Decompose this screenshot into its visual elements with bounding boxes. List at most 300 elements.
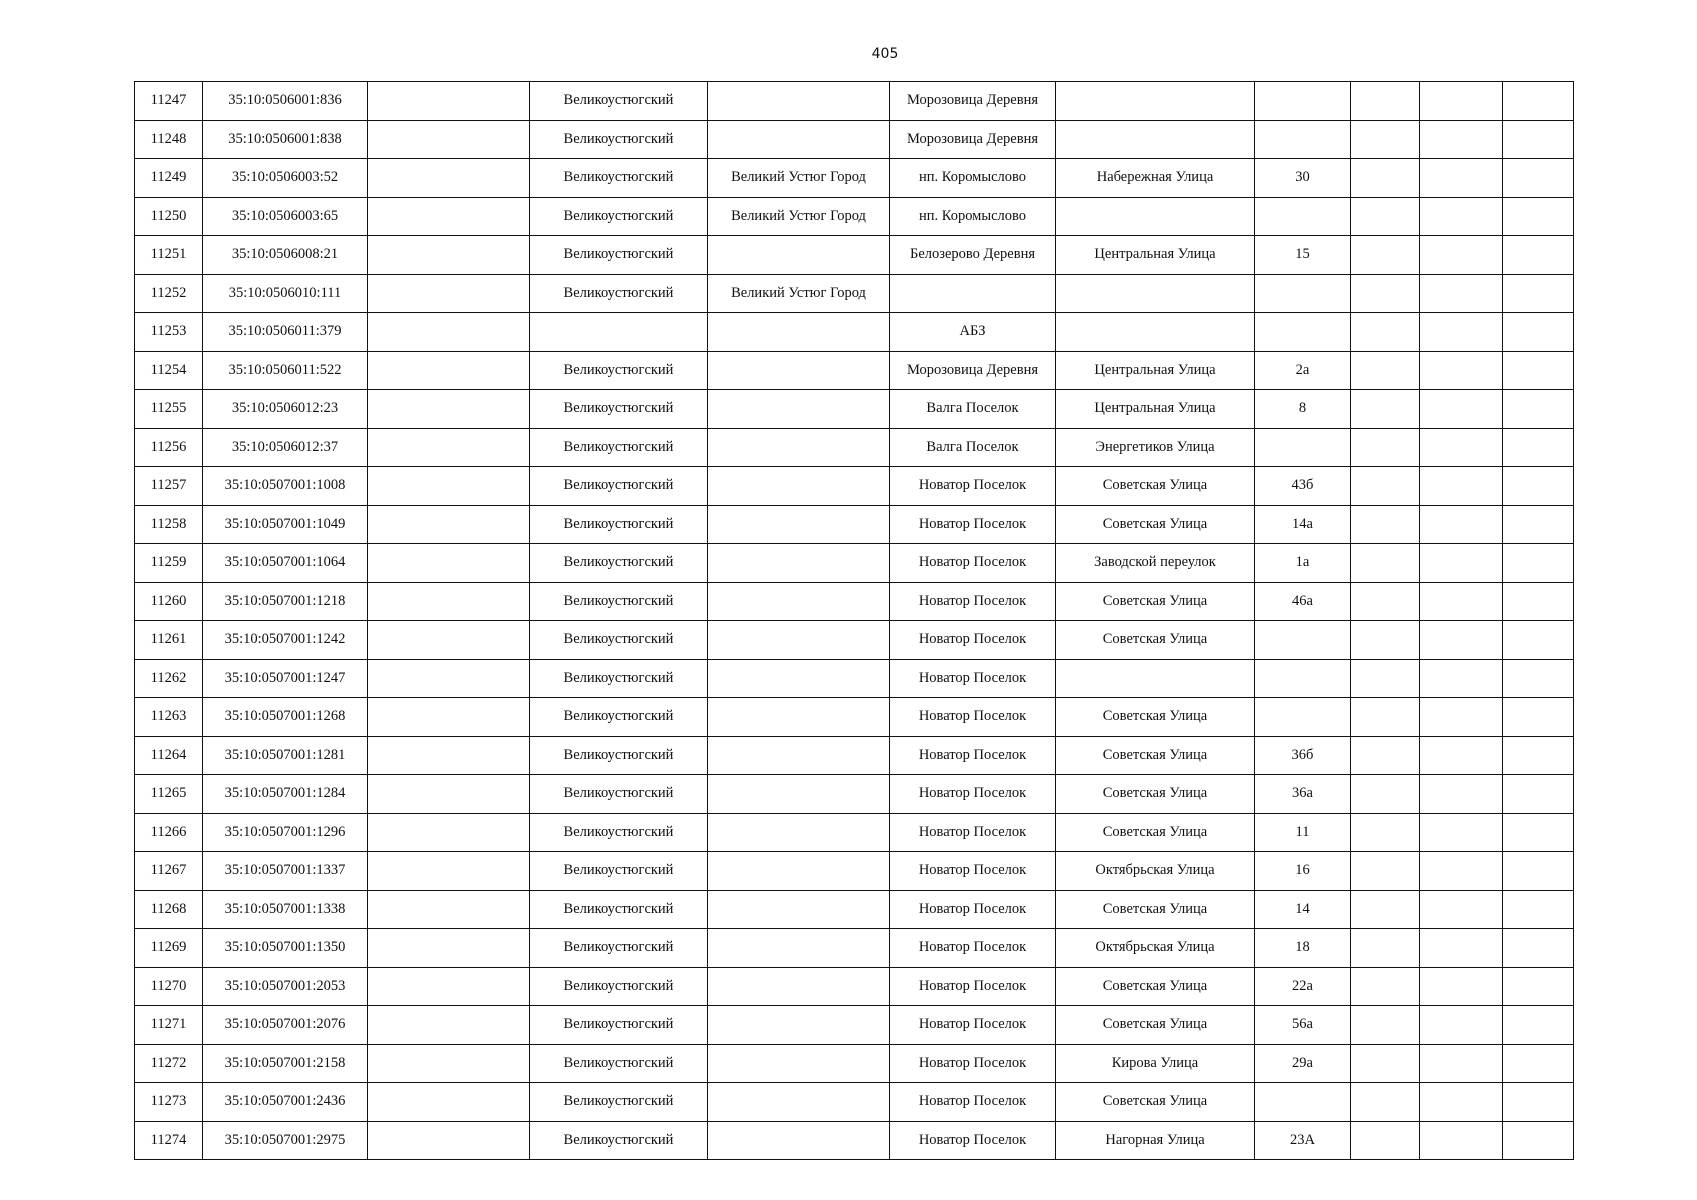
record-number-cell: 11272	[135, 1044, 203, 1083]
cadastral-number-cell: 35:10:0506003:52	[203, 159, 368, 198]
district-cell: Великоустюгский	[530, 428, 708, 467]
district-cell: Великоустюгский	[530, 890, 708, 929]
settlement-cell: Морозовица Деревня	[890, 351, 1056, 390]
district-cell: Великоустюгский	[530, 467, 708, 506]
record-number-cell: 11259	[135, 544, 203, 583]
cadastral-number-cell: 35:10:0507001:1064	[203, 544, 368, 583]
record-number-cell: 11247	[135, 82, 203, 121]
street-cell: Энергетиков Улица	[1056, 428, 1255, 467]
table-row	[135, 274, 1574, 313]
street-cell: Центральная Улица	[1056, 390, 1255, 429]
table-row	[135, 890, 1574, 929]
extra-cell-3	[1503, 159, 1574, 198]
record-number-cell: 11270	[135, 967, 203, 1006]
extra-cell-1	[1351, 852, 1420, 891]
extra-cell-3	[1503, 236, 1574, 275]
city-cell	[708, 813, 890, 852]
city-cell	[708, 1083, 890, 1122]
extra-cell-1	[1351, 197, 1420, 236]
street-cell	[1056, 313, 1255, 352]
empty-cell	[368, 1121, 530, 1160]
extra-cell-1	[1351, 428, 1420, 467]
city-cell	[708, 82, 890, 121]
extra-cell-2	[1420, 736, 1503, 775]
district-cell: Великоустюгский	[530, 582, 708, 621]
house-number-cell	[1255, 428, 1351, 467]
house-number-cell: 2а	[1255, 351, 1351, 390]
record-number-cell: 11254	[135, 351, 203, 390]
cadastral-number-cell: 35:10:0506012:37	[203, 428, 368, 467]
extra-cell-1	[1351, 390, 1420, 429]
city-cell	[708, 967, 890, 1006]
street-cell: Советская Улица	[1056, 505, 1255, 544]
record-number-cell: 11266	[135, 813, 203, 852]
extra-cell-2	[1420, 698, 1503, 737]
table-row	[135, 967, 1574, 1006]
record-number-cell: 11264	[135, 736, 203, 775]
street-cell: Центральная Улица	[1056, 351, 1255, 390]
house-number-cell: 16	[1255, 852, 1351, 891]
extra-cell-1	[1351, 736, 1420, 775]
table-row	[135, 197, 1574, 236]
settlement-cell: Валга Поселок	[890, 390, 1056, 429]
district-cell: Великоустюгский	[530, 1044, 708, 1083]
cadastral-number-cell: 35:10:0507001:1247	[203, 659, 368, 698]
cadastral-number-cell: 35:10:0507001:1338	[203, 890, 368, 929]
district-cell: Великоустюгский	[530, 698, 708, 737]
empty-cell	[368, 582, 530, 621]
extra-cell-2	[1420, 467, 1503, 506]
settlement-cell: Новатор Поселок	[890, 967, 1056, 1006]
table-row	[135, 1083, 1574, 1122]
extra-cell-3	[1503, 428, 1574, 467]
table-row	[135, 1121, 1574, 1160]
city-cell	[708, 1006, 890, 1045]
extra-cell-3	[1503, 967, 1574, 1006]
settlement-cell: Новатор Поселок	[890, 621, 1056, 660]
extra-cell-1	[1351, 698, 1420, 737]
empty-cell	[368, 698, 530, 737]
settlement-cell: Валга Поселок	[890, 428, 1056, 467]
cadastral-number-cell: 35:10:0507001:1337	[203, 852, 368, 891]
record-number-cell: 11256	[135, 428, 203, 467]
empty-cell	[368, 390, 530, 429]
cadastral-number-cell: 35:10:0507001:1268	[203, 698, 368, 737]
empty-cell	[368, 467, 530, 506]
street-cell: Советская Улица	[1056, 621, 1255, 660]
extra-cell-3	[1503, 813, 1574, 852]
empty-cell	[368, 621, 530, 660]
empty-cell	[368, 274, 530, 313]
street-cell	[1056, 197, 1255, 236]
extra-cell-1	[1351, 659, 1420, 698]
extra-cell-2	[1420, 582, 1503, 621]
extra-cell-3	[1503, 852, 1574, 891]
district-cell: Великоустюгский	[530, 159, 708, 198]
house-number-cell: 36б	[1255, 736, 1351, 775]
city-cell	[708, 736, 890, 775]
table-row	[135, 775, 1574, 814]
extra-cell-1	[1351, 82, 1420, 121]
street-cell: Советская Улица	[1056, 890, 1255, 929]
house-number-cell: 18	[1255, 929, 1351, 968]
table-row	[135, 929, 1574, 968]
street-cell: Нагорная Улица	[1056, 1121, 1255, 1160]
table-row	[135, 159, 1574, 198]
table-row	[135, 1006, 1574, 1045]
extra-cell-2	[1420, 659, 1503, 698]
cadastral-number-cell: 35:10:0506001:836	[203, 82, 368, 121]
extra-cell-2	[1420, 236, 1503, 275]
street-cell: Советская Улица	[1056, 698, 1255, 737]
empty-cell	[368, 82, 530, 121]
empty-cell	[368, 197, 530, 236]
table-row	[135, 428, 1574, 467]
extra-cell-2	[1420, 274, 1503, 313]
table-row	[135, 120, 1574, 159]
extra-cell-2	[1420, 505, 1503, 544]
extra-cell-1	[1351, 775, 1420, 814]
street-cell	[1056, 274, 1255, 313]
house-number-cell: 15	[1255, 236, 1351, 275]
settlement-cell: Морозовица Деревня	[890, 82, 1056, 121]
registry-table-body	[135, 82, 1574, 1160]
settlement-cell: Новатор Поселок	[890, 929, 1056, 968]
table-row	[135, 313, 1574, 352]
empty-cell	[368, 813, 530, 852]
street-cell: Советская Улица	[1056, 775, 1255, 814]
settlement-cell: Новатор Поселок	[890, 698, 1056, 737]
extra-cell-1	[1351, 582, 1420, 621]
record-number-cell: 11271	[135, 1006, 203, 1045]
extra-cell-1	[1351, 467, 1420, 506]
district-cell: Великоустюгский	[530, 120, 708, 159]
record-number-cell: 11258	[135, 505, 203, 544]
street-cell: Заводской переулок	[1056, 544, 1255, 583]
city-cell	[708, 351, 890, 390]
record-number-cell: 11273	[135, 1083, 203, 1122]
extra-cell-2	[1420, 1006, 1503, 1045]
district-cell: Великоустюгский	[530, 929, 708, 968]
extra-cell-2	[1420, 159, 1503, 198]
extra-cell-2	[1420, 1083, 1503, 1122]
empty-cell	[368, 852, 530, 891]
extra-cell-3	[1503, 775, 1574, 814]
street-cell	[1056, 120, 1255, 159]
district-cell: Великоустюгский	[530, 736, 708, 775]
extra-cell-3	[1503, 621, 1574, 660]
record-number-cell: 11257	[135, 467, 203, 506]
cadastral-number-cell: 35:10:0507001:2436	[203, 1083, 368, 1122]
district-cell: Великоустюгский	[530, 813, 708, 852]
empty-cell	[368, 313, 530, 352]
record-number-cell: 11250	[135, 197, 203, 236]
settlement-cell: Новатор Поселок	[890, 505, 1056, 544]
extra-cell-1	[1351, 274, 1420, 313]
empty-cell	[368, 505, 530, 544]
table-row	[135, 659, 1574, 698]
house-number-cell: 29а	[1255, 1044, 1351, 1083]
extra-cell-2	[1420, 544, 1503, 583]
extra-cell-1	[1351, 1121, 1420, 1160]
table-row	[135, 736, 1574, 775]
street-cell: Кирова Улица	[1056, 1044, 1255, 1083]
settlement-cell: Новатор Поселок	[890, 1121, 1056, 1160]
extra-cell-1	[1351, 1083, 1420, 1122]
cadastral-number-cell: 35:10:0507001:1008	[203, 467, 368, 506]
empty-cell	[368, 659, 530, 698]
extra-cell-1	[1351, 813, 1420, 852]
city-cell	[708, 467, 890, 506]
table-row	[135, 351, 1574, 390]
cadastral-number-cell: 35:10:0507001:2076	[203, 1006, 368, 1045]
table-row	[135, 582, 1574, 621]
empty-cell	[368, 967, 530, 1006]
city-cell	[708, 582, 890, 621]
house-number-cell	[1255, 1083, 1351, 1122]
extra-cell-3	[1503, 505, 1574, 544]
extra-cell-1	[1351, 929, 1420, 968]
settlement-cell	[890, 274, 1056, 313]
cadastral-number-cell: 35:10:0507001:1296	[203, 813, 368, 852]
street-cell: Советская Улица	[1056, 1006, 1255, 1045]
table-row	[135, 544, 1574, 583]
empty-cell	[368, 428, 530, 467]
extra-cell-3	[1503, 698, 1574, 737]
extra-cell-2	[1420, 1044, 1503, 1083]
record-number-cell: 11255	[135, 390, 203, 429]
empty-cell	[368, 544, 530, 583]
record-number-cell: 11261	[135, 621, 203, 660]
cadastral-number-cell: 35:10:0507001:1284	[203, 775, 368, 814]
house-number-cell	[1255, 659, 1351, 698]
city-cell	[708, 890, 890, 929]
empty-cell	[368, 120, 530, 159]
empty-cell	[368, 351, 530, 390]
cadastral-number-cell: 35:10:0507001:2158	[203, 1044, 368, 1083]
district-cell: Великоустюгский	[530, 1121, 708, 1160]
district-cell: Великоустюгский	[530, 544, 708, 583]
district-cell: Великоустюгский	[530, 621, 708, 660]
table-row	[135, 505, 1574, 544]
street-cell: Советская Улица	[1056, 582, 1255, 621]
extra-cell-3	[1503, 1121, 1574, 1160]
cadastral-number-cell: 35:10:0506011:522	[203, 351, 368, 390]
street-cell: Советская Улица	[1056, 467, 1255, 506]
city-cell	[708, 544, 890, 583]
cadastral-number-cell: 35:10:0507001:1281	[203, 736, 368, 775]
city-cell	[708, 775, 890, 814]
city-cell: Великий Устюг Город	[708, 159, 890, 198]
house-number-cell: 8	[1255, 390, 1351, 429]
record-number-cell: 11267	[135, 852, 203, 891]
extra-cell-3	[1503, 544, 1574, 583]
record-number-cell: 11260	[135, 582, 203, 621]
settlement-cell: АБЗ	[890, 313, 1056, 352]
street-cell	[1056, 659, 1255, 698]
district-cell: Великоустюгский	[530, 274, 708, 313]
extra-cell-3	[1503, 929, 1574, 968]
table-row	[135, 852, 1574, 891]
table-row	[135, 698, 1574, 737]
settlement-cell: Новатор Поселок	[890, 1044, 1056, 1083]
city-cell	[708, 852, 890, 891]
table-row	[135, 82, 1574, 121]
settlement-cell: Новатор Поселок	[890, 775, 1056, 814]
house-number-cell	[1255, 698, 1351, 737]
cadastral-number-cell: 35:10:0506011:379	[203, 313, 368, 352]
settlement-cell: нп. Коромыслово	[890, 159, 1056, 198]
empty-cell	[368, 736, 530, 775]
settlement-cell: Новатор Поселок	[890, 890, 1056, 929]
table-row	[135, 1044, 1574, 1083]
extra-cell-3	[1503, 736, 1574, 775]
extra-cell-2	[1420, 967, 1503, 1006]
extra-cell-3	[1503, 1006, 1574, 1045]
extra-cell-3	[1503, 120, 1574, 159]
empty-cell	[368, 1044, 530, 1083]
district-cell: Великоустюгский	[530, 197, 708, 236]
house-number-cell: 43б	[1255, 467, 1351, 506]
house-number-cell: 22а	[1255, 967, 1351, 1006]
house-number-cell	[1255, 313, 1351, 352]
extra-cell-3	[1503, 274, 1574, 313]
district-cell: Великоустюгский	[530, 1006, 708, 1045]
settlement-cell: Новатор Поселок	[890, 582, 1056, 621]
settlement-cell: Новатор Поселок	[890, 1083, 1056, 1122]
district-cell: Великоустюгский	[530, 390, 708, 429]
district-cell: Великоустюгский	[530, 967, 708, 1006]
house-number-cell: 30	[1255, 159, 1351, 198]
extra-cell-2	[1420, 82, 1503, 121]
extra-cell-2	[1420, 852, 1503, 891]
cadastral-number-cell: 35:10:0506010:111	[203, 274, 368, 313]
empty-cell	[368, 775, 530, 814]
empty-cell	[368, 1006, 530, 1045]
city-cell: Великий Устюг Город	[708, 197, 890, 236]
table-row	[135, 813, 1574, 852]
extra-cell-1	[1351, 120, 1420, 159]
extra-cell-1	[1351, 544, 1420, 583]
extra-cell-1	[1351, 505, 1420, 544]
street-cell: Советская Улица	[1056, 736, 1255, 775]
extra-cell-2	[1420, 428, 1503, 467]
table-row	[135, 390, 1574, 429]
house-number-cell: 14а	[1255, 505, 1351, 544]
extra-cell-2	[1420, 890, 1503, 929]
extra-cell-3	[1503, 890, 1574, 929]
cadastral-number-cell: 35:10:0506003:65	[203, 197, 368, 236]
city-cell: Великий Устюг Город	[708, 274, 890, 313]
settlement-cell: Новатор Поселок	[890, 659, 1056, 698]
table-row	[135, 236, 1574, 275]
settlement-cell: Новатор Поселок	[890, 467, 1056, 506]
record-number-cell: 11253	[135, 313, 203, 352]
street-cell: Октябрьская Улица	[1056, 852, 1255, 891]
street-cell: Советская Улица	[1056, 967, 1255, 1006]
house-number-cell: 46а	[1255, 582, 1351, 621]
extra-cell-2	[1420, 313, 1503, 352]
record-number-cell: 11269	[135, 929, 203, 968]
empty-cell	[368, 890, 530, 929]
house-number-cell: 56а	[1255, 1006, 1351, 1045]
table-row	[135, 467, 1574, 506]
cadastral-number-cell: 35:10:0507001:2975	[203, 1121, 368, 1160]
cadastral-number-cell: 35:10:0507001:1049	[203, 505, 368, 544]
extra-cell-2	[1420, 929, 1503, 968]
extra-cell-1	[1351, 236, 1420, 275]
extra-cell-3	[1503, 313, 1574, 352]
street-cell	[1056, 82, 1255, 121]
street-cell: Октябрьская Улица	[1056, 929, 1255, 968]
cadastral-number-cell: 35:10:0507001:1350	[203, 929, 368, 968]
extra-cell-2	[1420, 813, 1503, 852]
record-number-cell: 11265	[135, 775, 203, 814]
empty-cell	[368, 929, 530, 968]
extra-cell-1	[1351, 1006, 1420, 1045]
settlement-cell: Новатор Поселок	[890, 852, 1056, 891]
extra-cell-1	[1351, 159, 1420, 198]
district-cell	[530, 313, 708, 352]
settlement-cell: Белозерово Деревня	[890, 236, 1056, 275]
city-cell	[708, 236, 890, 275]
city-cell	[708, 390, 890, 429]
city-cell	[708, 929, 890, 968]
extra-cell-1	[1351, 967, 1420, 1006]
settlement-cell: Новатор Поселок	[890, 1006, 1056, 1045]
extra-cell-3	[1503, 351, 1574, 390]
house-number-cell: 11	[1255, 813, 1351, 852]
city-cell	[708, 1121, 890, 1160]
record-number-cell: 11249	[135, 159, 203, 198]
district-cell: Великоустюгский	[530, 775, 708, 814]
settlement-cell: Новатор Поселок	[890, 544, 1056, 583]
house-number-cell	[1255, 82, 1351, 121]
city-cell	[708, 120, 890, 159]
extra-cell-1	[1351, 1044, 1420, 1083]
cadastral-number-cell: 35:10:0506012:23	[203, 390, 368, 429]
page-number: 405	[871, 46, 899, 62]
city-cell	[708, 428, 890, 467]
extra-cell-1	[1351, 621, 1420, 660]
extra-cell-1	[1351, 890, 1420, 929]
city-cell	[708, 621, 890, 660]
extra-cell-1	[1351, 351, 1420, 390]
extra-cell-3	[1503, 467, 1574, 506]
table-row	[135, 621, 1574, 660]
district-cell: Великоустюгский	[530, 351, 708, 390]
extra-cell-3	[1503, 1044, 1574, 1083]
district-cell: Великоустюгский	[530, 852, 708, 891]
extra-cell-2	[1420, 197, 1503, 236]
city-cell	[708, 1044, 890, 1083]
cadastral-number-cell: 35:10:0506001:838	[203, 120, 368, 159]
city-cell	[708, 698, 890, 737]
settlement-cell: Морозовица Деревня	[890, 120, 1056, 159]
house-number-cell	[1255, 120, 1351, 159]
settlement-cell: Новатор Поселок	[890, 736, 1056, 775]
extra-cell-3	[1503, 390, 1574, 429]
house-number-cell	[1255, 274, 1351, 313]
extra-cell-3	[1503, 582, 1574, 621]
city-cell	[708, 659, 890, 698]
extra-cell-2	[1420, 351, 1503, 390]
record-number-cell: 11251	[135, 236, 203, 275]
street-cell: Советская Улица	[1056, 813, 1255, 852]
settlement-cell: нп. Коромыслово	[890, 197, 1056, 236]
record-number-cell: 11263	[135, 698, 203, 737]
cadastral-number-cell: 35:10:0507001:1218	[203, 582, 368, 621]
